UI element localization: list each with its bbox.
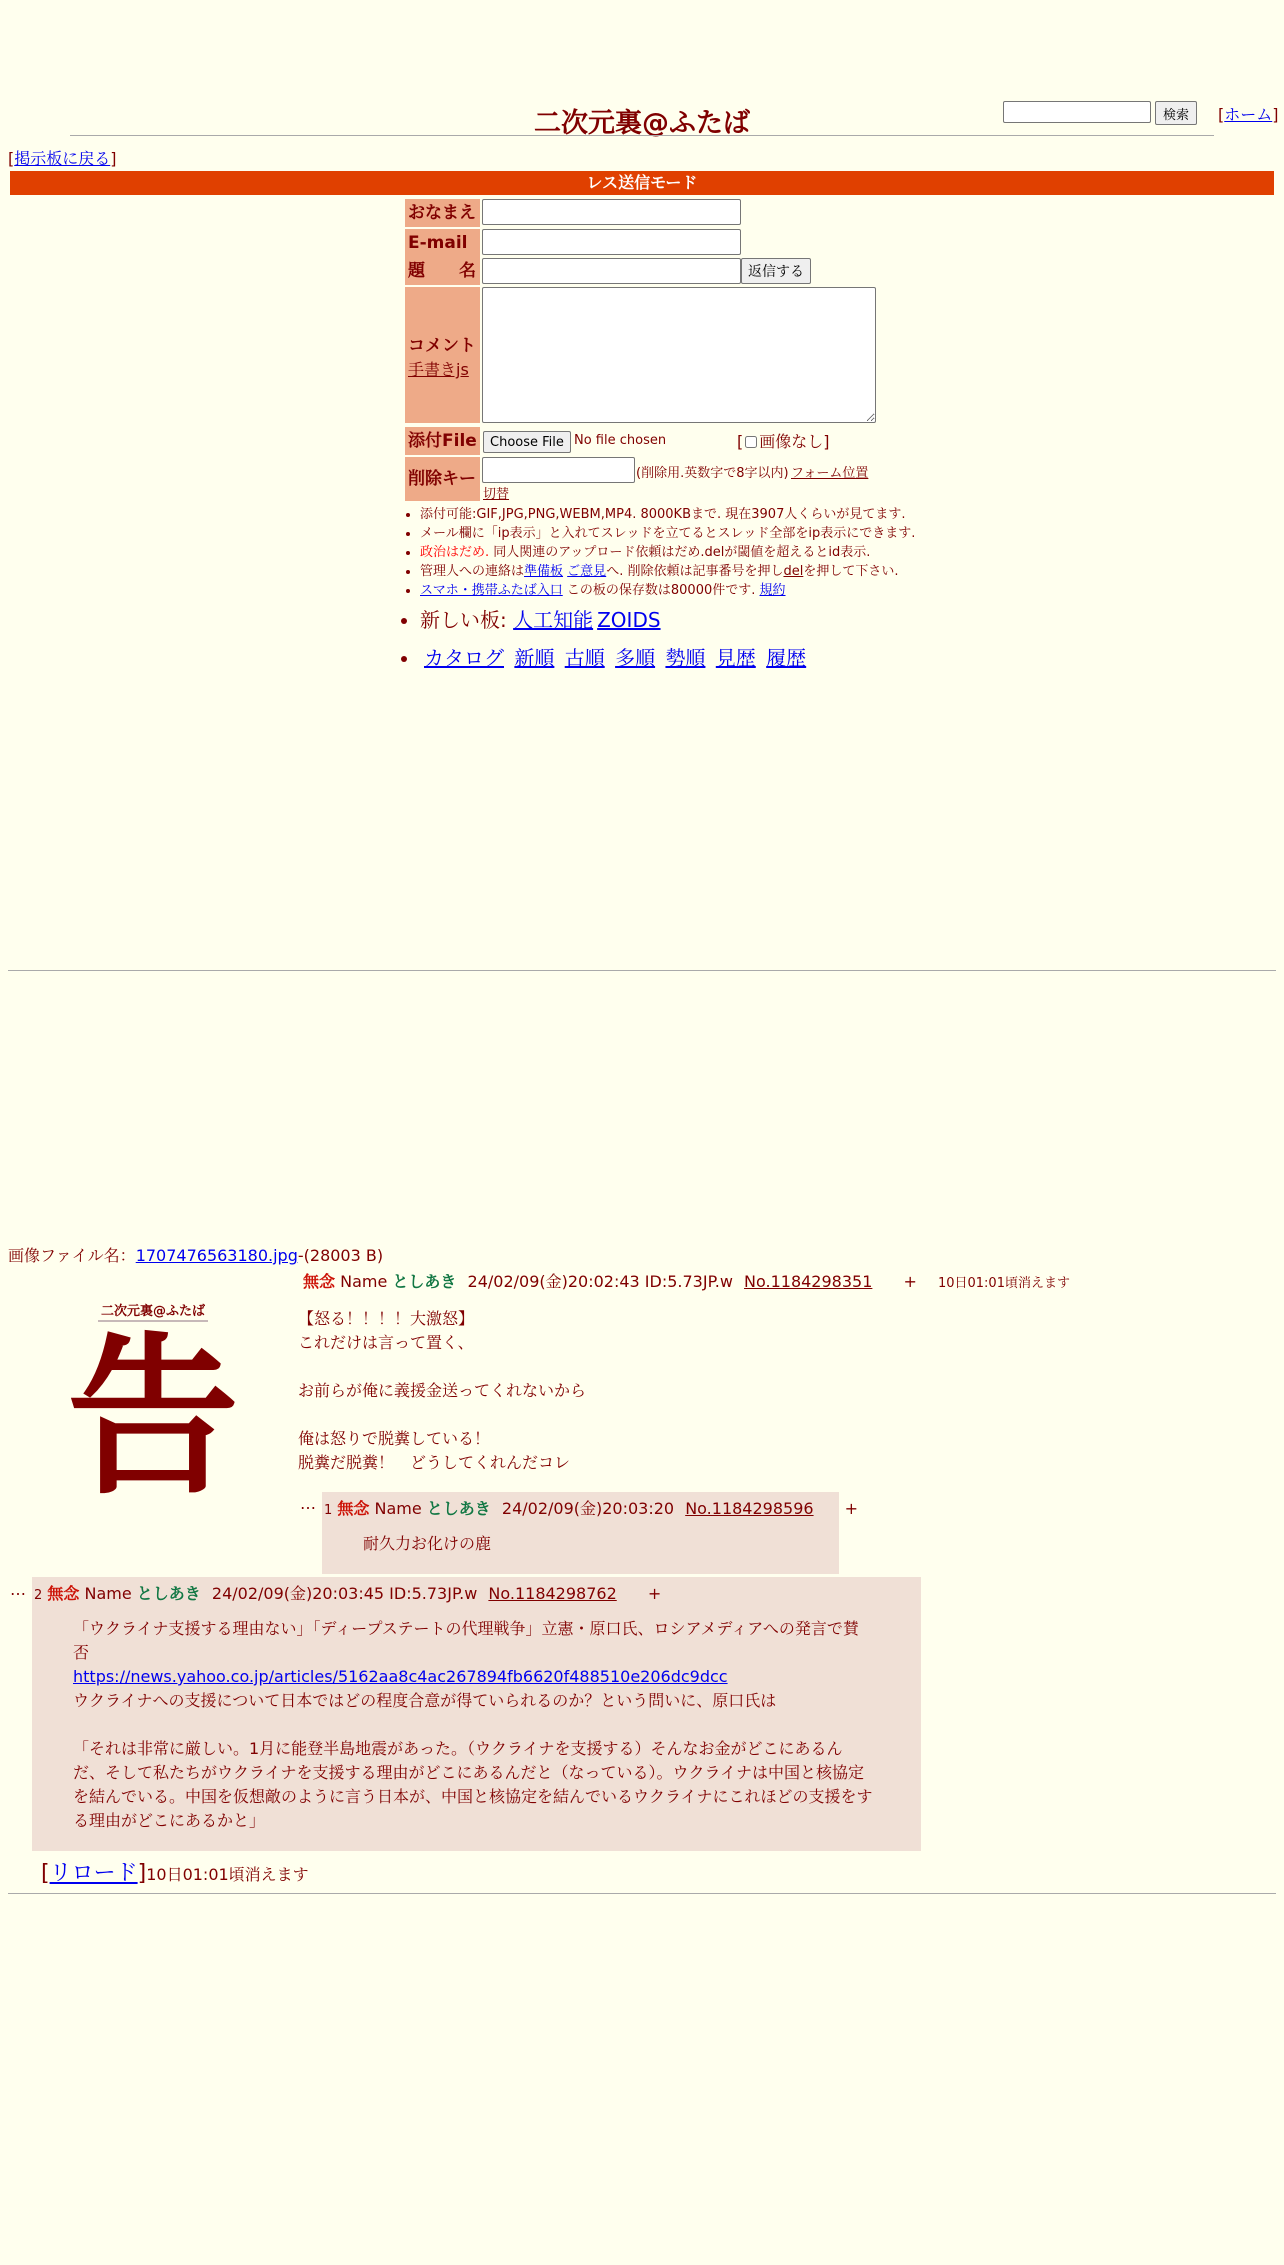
news-article-link[interactable]: https://news.yahoo.co.jp/articles/5162aa8c4ac267894fb6620f488510e206dc9dcc <box>73 1667 728 1686</box>
sort-nav <box>420 644 920 672</box>
comment-label: コメント <box>408 336 476 356</box>
page-title: 二次元裏@ふたば <box>534 108 750 139</box>
nav-most-replies[interactable]: 多順 <box>615 646 656 670</box>
note-attachments: • 添付可能:GIF,JPG,PNG,WEBM,MP4. 8000KBまで. 現在3907人くらいが見てます. <box>420 505 920 524</box>
nav-viewed-history[interactable]: 見歴 <box>715 646 756 670</box>
op-message <box>298 1307 586 1475</box>
home-link[interactable]: ホーム <box>1224 105 1273 124</box>
board-link-ai[interactable]: 人工知能 <box>513 608 594 632</box>
reply-mode-bar: レス送信モード <box>10 171 1274 195</box>
reply-line: る理由がどこにあるかと」 <box>73 1811 266 1830</box>
email-label: E-mail <box>405 229 480 257</box>
op-line: お前らが俺に義援金送ってくれないから <box>298 1381 587 1400</box>
reply-name-label: Name <box>84 1584 132 1603</box>
reply-1-message: 耐久力お化けの鹿 <box>363 1534 492 1553</box>
reply-name: としあき <box>426 1499 491 1518</box>
nav-newest[interactable]: 新順 <box>514 646 555 670</box>
nav-post-history[interactable]: 履歴 <box>766 646 807 670</box>
note-rules <box>420 543 920 562</box>
reply-2 <box>32 1577 921 1851</box>
submit-reply-button[interactable]: 返信する <box>741 258 811 284</box>
choose-file-button[interactable]: Choose File <box>483 431 571 453</box>
comment-textarea[interactable] <box>482 287 876 423</box>
reply-line: 否 <box>73 1643 90 1662</box>
thumbnail-caption: 二次元裏@ふたば <box>98 1304 208 1322</box>
home-link-wrapper: [ホーム] <box>1218 105 1279 124</box>
prep-board-link[interactable]: 準備板 <box>524 564 564 579</box>
terms-link[interactable]: 規約 <box>759 583 786 598</box>
reply-2-header <box>34 1581 661 1604</box>
reply-subject: 無念 <box>337 1499 370 1518</box>
back-to-board-link[interactable]: 掲示板に戻る <box>14 149 111 168</box>
reply-post-number[interactable]: No.1184298762 <box>488 1584 617 1603</box>
reply-name: としあき <box>136 1584 201 1603</box>
op-expire: 10日01:01頃消えます <box>937 1276 1070 1291</box>
reply-datetime: 24/02/09(金)20:03:20 <box>501 1499 675 1518</box>
notice-kanji: 告 <box>67 1315 239 1518</box>
file-info <box>8 1243 383 1266</box>
reply-2-message <box>73 1617 913 1833</box>
new-boards-label: 新しい板: <box>420 608 507 632</box>
nav-oldest[interactable]: 古順 <box>564 646 605 670</box>
op-name: としあき <box>392 1272 457 1291</box>
divider-bottom <box>8 1893 1276 1894</box>
reply-1 <box>322 1492 859 1574</box>
mobile-entry-link[interactable]: スマホ・携帯ふたば入口 <box>420 583 563 598</box>
reply-line: を結んでいる。中国を仮想敵のように言う日本が、中国と核協定を結んでいるウクライナにこれほどの支援をす <box>73 1787 873 1806</box>
board-link-zoids[interactable]: ZOIDS <box>597 608 661 632</box>
note-rules-text: 同人関連のアップロード依頼はだめ.delが閾値を超えるとid表示. <box>489 545 871 560</box>
handwriting-link[interactable]: 手書きjs <box>408 360 469 379</box>
reload-link[interactable]: リロード <box>49 1861 138 1886</box>
image-file-link[interactable]: 1707476563180.jpg <box>135 1246 298 1265</box>
note-delete-end: を押して下さい. <box>803 564 899 579</box>
reply-plus-button[interactable]: + <box>844 1499 859 1518</box>
subject-field[interactable] <box>482 258 741 284</box>
search-button[interactable]: 検索 <box>1155 101 1197 125</box>
divider-top <box>8 970 1276 971</box>
note-delete-text: へ. 削除依頼は記事番号を押し <box>606 564 784 579</box>
reply-subject: 無念 <box>47 1584 80 1603</box>
reload-row: [リロード]10日01:01頃消えます <box>41 1861 309 1886</box>
reply-post-number[interactable]: No.1184298596 <box>685 1499 814 1518</box>
reply-line: 「ウクライナ支援する理由ない」「ディープステートの代理戦争」立憲・原口氏、ロシアメディアへの発言で賛 <box>73 1619 859 1638</box>
reply-name-label: Name <box>374 1499 422 1518</box>
op-plus-button[interactable]: + <box>903 1272 917 1291</box>
op-datetime: 24/02/09(金)20:02:43 ID:5.73JP.w <box>467 1272 733 1291</box>
reply-marker: … <box>300 1494 316 1513</box>
name-field[interactable] <box>482 199 741 225</box>
file-label: 添付File <box>405 427 480 455</box>
nav-momentum[interactable]: 勢順 <box>665 646 706 670</box>
thread-thumbnail[interactable] <box>60 1298 240 1518</box>
nav-catalog[interactable]: カタログ <box>424 646 504 670</box>
subject-label: 題 名 <box>405 257 480 285</box>
op-line: 俺は怒りで脱糞している！ <box>298 1429 491 1448</box>
note-ip-display: • メール欄に「ip表示」と入れてスレッドを立てるとスレッド全部をip表示にできます. <box>420 524 920 543</box>
no-image-option: [ 画像なし] <box>737 432 830 451</box>
reply-marker: … <box>10 1580 26 1599</box>
op-subject: 無念 <box>303 1272 336 1291</box>
form-toggle-link[interactable]: 切替 <box>483 487 510 502</box>
reply-line: ウクライナへの支援について日本ではどの程度合意が得ていられるのか？という問いに、原口氏は <box>73 1691 777 1710</box>
new-boards <box>420 606 920 634</box>
op-header <box>303 1269 1070 1292</box>
note-storage: この板の保存数は80000件です. <box>562 583 756 598</box>
delete-key-label: 削除キー <box>405 457 480 501</box>
email-field[interactable] <box>482 229 741 255</box>
op-line: 脱糞だ脱糞！ どうしてくれんだコレ <box>298 1453 571 1472</box>
note-no-politics: 政治はだめ. <box>420 545 490 560</box>
op-line <box>298 1403 586 1427</box>
op-line <box>298 1355 586 1379</box>
reply-index: 2 <box>34 1588 43 1603</box>
reply-plus-button[interactable]: + <box>647 1584 662 1603</box>
op-line: これだけは言って置く、 <box>298 1333 474 1352</box>
no-image-label: 画像なし <box>759 432 824 451</box>
file-size: -(28003 B) <box>297 1246 384 1265</box>
search-input[interactable] <box>1003 101 1151 123</box>
note-mobile <box>420 581 920 600</box>
board-notes <box>405 505 920 672</box>
comment-label-cell <box>405 287 480 423</box>
del-link[interactable]: del <box>783 564 804 579</box>
delete-key-note: (削除用.英数字で8字以内) <box>636 466 789 481</box>
reload-expire: 10日01:01頃消えます <box>146 1865 309 1884</box>
delete-key-field[interactable] <box>482 457 635 483</box>
note-contact <box>420 562 920 581</box>
reply-index: 1 <box>324 1503 333 1518</box>
reply-line: 「それは非常に厳しい。1月に能登半島地震があった。（ウクライナを支援する）そんなお金がどこにあるん <box>73 1739 843 1758</box>
no-image-checkbox[interactable] <box>745 436 757 448</box>
name-label: おなまえ <box>405 199 480 227</box>
reply-line: だ、そして私たちがウクライナを支援する理由がどこにあるんだと（なっている）。ウクライナは中国と核協定 <box>73 1763 865 1782</box>
no-file-text: No file chosen <box>574 433 667 448</box>
file-info-label: 画像ファイル名： <box>8 1246 136 1265</box>
title-divider <box>70 135 1214 136</box>
reply-datetime: 24/02/09(金)20:03:45 ID:5.73JP.w <box>211 1584 478 1603</box>
form-position-link[interactable]: フォーム位置 <box>791 466 869 481</box>
op-line: 【怒る！！！！大激怒】 <box>298 1309 475 1328</box>
op-post-number[interactable]: No.1184298351 <box>744 1272 873 1291</box>
back-link-wrapper: [掲示板に戻る] <box>8 149 117 168</box>
feedback-link[interactable]: ご意見 <box>567 564 607 579</box>
reply-1-header <box>324 1496 858 1519</box>
op-name-label: Name <box>340 1272 388 1291</box>
note-contact-text: 管理人への連絡は <box>420 564 525 579</box>
reply-line <box>73 1713 913 1737</box>
